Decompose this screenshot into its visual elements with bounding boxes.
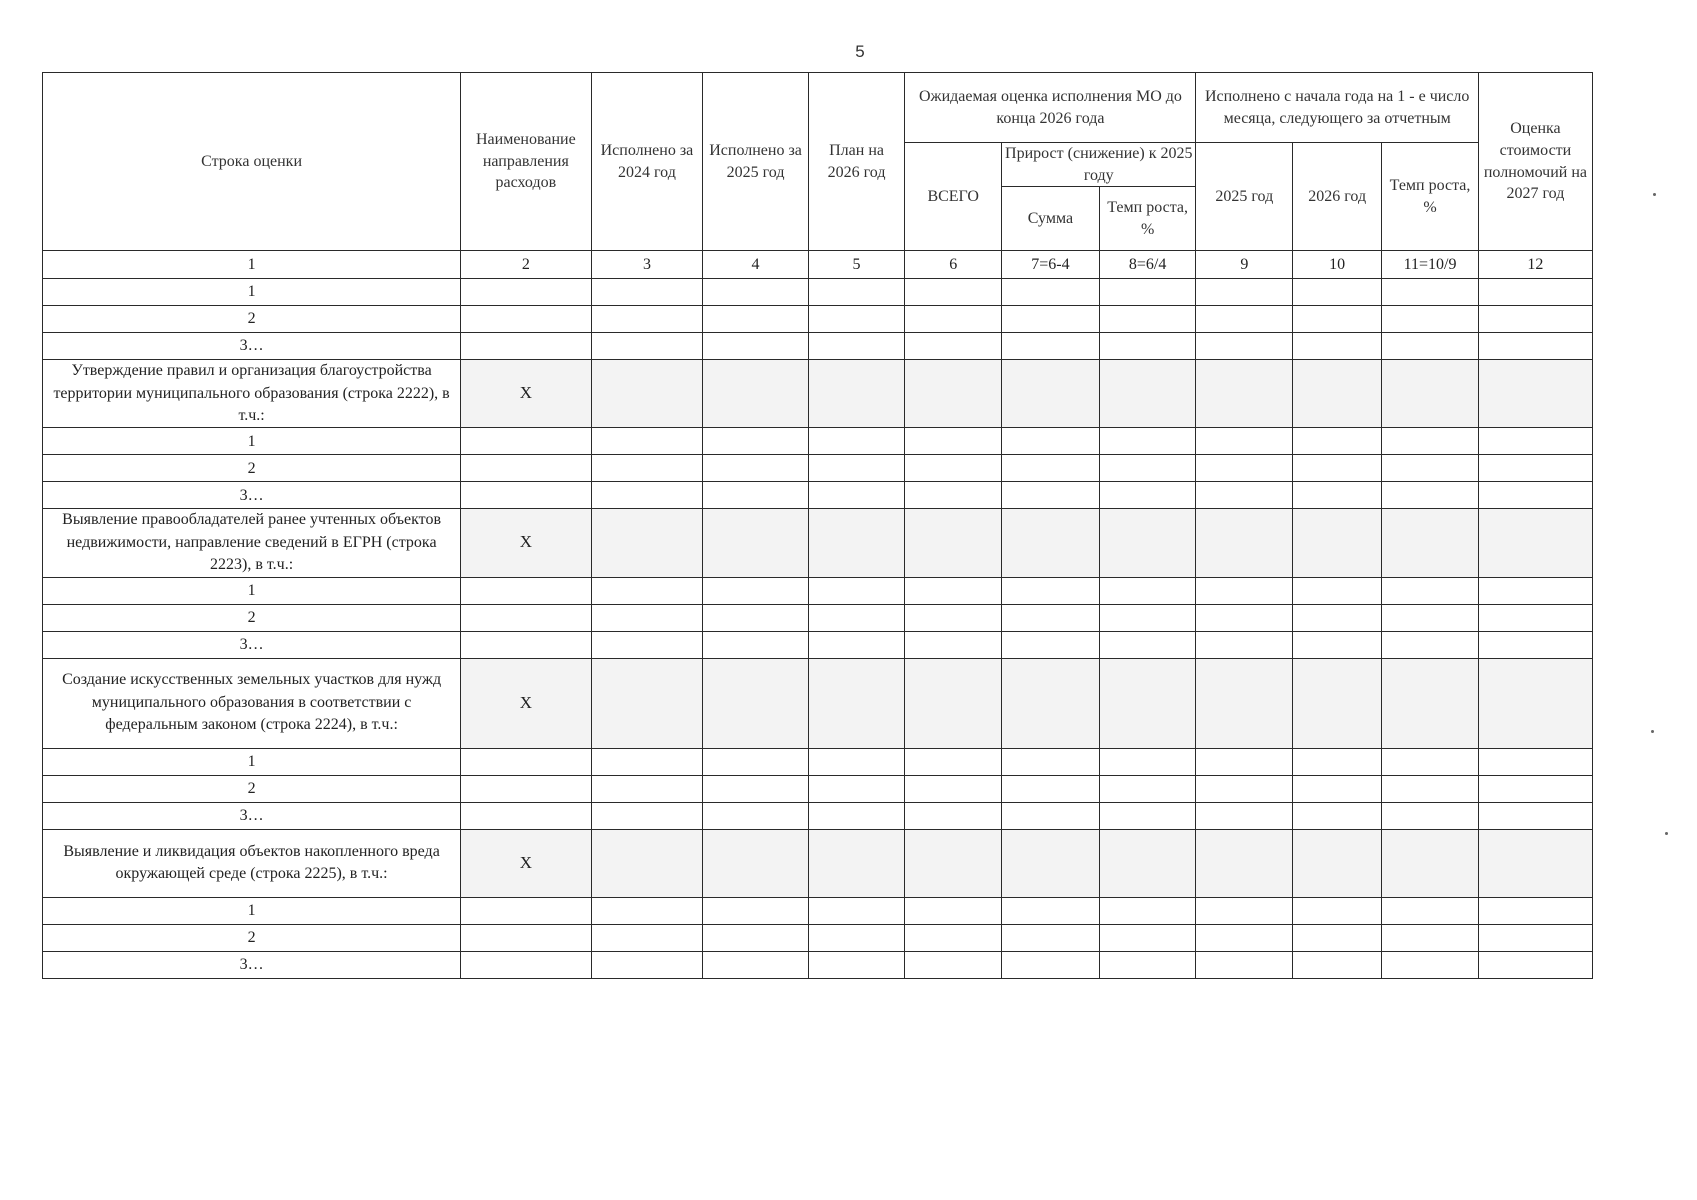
empty-cell: [808, 333, 905, 360]
table-row: [43, 897, 1593, 924]
empty-cell: [591, 631, 703, 658]
empty-cell: [1196, 775, 1293, 802]
table-row: [43, 428, 1593, 455]
empty-cell: [905, 951, 1002, 978]
empty-cell: [1293, 924, 1382, 951]
row-label: 2: [43, 455, 461, 482]
empty-cell: [1002, 658, 1100, 748]
row-label: 3…: [43, 333, 461, 360]
empty-cell: [1002, 631, 1100, 658]
empty-cell: [1099, 924, 1196, 951]
column-number: 9: [1196, 251, 1293, 279]
column-number: 1: [43, 251, 461, 279]
empty-cell: [905, 333, 1002, 360]
row-label: 2: [43, 306, 461, 333]
row-label: 3…: [43, 482, 461, 509]
empty-cell: [591, 482, 703, 509]
empty-cell: [461, 748, 591, 775]
empty-cell: [591, 333, 703, 360]
empty-cell: [461, 631, 591, 658]
table-body: [43, 251, 1593, 978]
table-row: [43, 577, 1593, 604]
empty-cell: [808, 829, 905, 897]
header-rate-b: Темп роста, %: [1382, 143, 1479, 251]
empty-cell: [905, 509, 1002, 577]
empty-cell: [1002, 775, 1100, 802]
empty-cell: [905, 360, 1002, 428]
empty-cell: [1478, 631, 1592, 658]
empty-cell: [808, 577, 905, 604]
empty-cell: [1478, 333, 1592, 360]
scan-speck: [1651, 730, 1654, 733]
empty-cell: [808, 951, 905, 978]
empty-cell: [1099, 775, 1196, 802]
empty-cell: [1099, 482, 1196, 509]
empty-cell: [1382, 631, 1479, 658]
empty-cell: [1099, 829, 1196, 897]
page-number: 5: [855, 42, 865, 61]
empty-cell: [703, 509, 808, 577]
empty-cell: [591, 279, 703, 306]
empty-cell: [808, 604, 905, 631]
empty-cell: [1293, 829, 1382, 897]
empty-cell: [1382, 509, 1479, 577]
section-label: Создание искусственных земельных участков для нужд муниципального образования в соответствии с федеральным законом (строка 2224), в т.ч.:: [43, 658, 461, 748]
empty-cell: [703, 924, 808, 951]
empty-cell: [1099, 951, 1196, 978]
row-label: 1: [43, 897, 461, 924]
column-number-row: [43, 251, 1593, 279]
table-row: [43, 279, 1593, 306]
column-number: 8=6/4: [1099, 251, 1196, 279]
empty-cell: [461, 802, 591, 829]
empty-cell: [703, 428, 808, 455]
empty-cell: [591, 802, 703, 829]
empty-cell: [1196, 951, 1293, 978]
empty-cell: [1293, 428, 1382, 455]
empty-cell: [808, 748, 905, 775]
empty-cell: [1293, 279, 1382, 306]
section-row: [43, 509, 1593, 577]
empty-cell: [1002, 748, 1100, 775]
empty-cell: [703, 306, 808, 333]
empty-cell: [1478, 306, 1592, 333]
empty-cell: [905, 775, 1002, 802]
empty-cell: [1382, 829, 1479, 897]
empty-cell: [1382, 897, 1479, 924]
empty-cell: [703, 897, 808, 924]
empty-cell: [1382, 748, 1479, 775]
empty-cell: [703, 482, 808, 509]
empty-cell: [1099, 306, 1196, 333]
empty-cell: [1478, 748, 1592, 775]
empty-cell: [1293, 333, 1382, 360]
empty-cell: [1196, 631, 1293, 658]
empty-cell: [1478, 951, 1592, 978]
header-total: ВСЕГО: [905, 143, 1002, 251]
empty-cell: [1382, 951, 1479, 978]
report-table: [42, 72, 1593, 979]
empty-cell: [1002, 509, 1100, 577]
table-row: [43, 482, 1593, 509]
empty-cell: [461, 455, 591, 482]
empty-cell: [591, 658, 703, 748]
section-label: Выявление и ликвидация объектов накопленного вреда окружающей среде (строка 2225), в т.ч.:: [43, 829, 461, 897]
empty-cell: [1293, 658, 1382, 748]
header-plan-2026: План на 2026 год: [808, 73, 905, 251]
section-row: [43, 360, 1593, 428]
empty-cell: [1002, 455, 1100, 482]
empty-cell: [703, 829, 808, 897]
empty-cell: [808, 631, 905, 658]
empty-cell: [1478, 658, 1592, 748]
empty-cell: [703, 279, 808, 306]
empty-cell: [808, 802, 905, 829]
header-ytd-2026: 2026 год: [1293, 143, 1382, 251]
empty-cell: [1293, 897, 1382, 924]
empty-cell: [1293, 951, 1382, 978]
empty-cell: [905, 829, 1002, 897]
empty-cell: [461, 333, 591, 360]
section-label: Утверждение правил и организация благоустройства территории муниципального образования (строка 2222), в т.ч.:: [43, 360, 461, 428]
empty-cell: [591, 455, 703, 482]
empty-cell: [1099, 509, 1196, 577]
empty-cell: [1099, 802, 1196, 829]
direction-mark: Х: [461, 360, 591, 428]
row-label: 3…: [43, 802, 461, 829]
empty-cell: [808, 658, 905, 748]
empty-cell: [461, 924, 591, 951]
table-row: [43, 333, 1593, 360]
empty-cell: [905, 802, 1002, 829]
empty-cell: [703, 775, 808, 802]
empty-cell: [703, 658, 808, 748]
empty-cell: [591, 306, 703, 333]
empty-cell: [808, 306, 905, 333]
empty-cell: [808, 924, 905, 951]
empty-cell: [905, 897, 1002, 924]
empty-cell: [591, 775, 703, 802]
empty-cell: [461, 482, 591, 509]
empty-cell: [1196, 897, 1293, 924]
table-row: [43, 802, 1593, 829]
empty-cell: [461, 897, 591, 924]
scan-speck: [1653, 193, 1656, 196]
empty-cell: [703, 577, 808, 604]
empty-cell: [905, 748, 1002, 775]
empty-cell: [905, 279, 1002, 306]
empty-cell: [1099, 748, 1196, 775]
empty-cell: [1002, 306, 1100, 333]
empty-cell: [1002, 577, 1100, 604]
empty-cell: [1382, 577, 1479, 604]
empty-cell: [461, 279, 591, 306]
table-row: [43, 748, 1593, 775]
empty-cell: [1382, 360, 1479, 428]
empty-cell: [905, 306, 1002, 333]
empty-cell: [1478, 360, 1592, 428]
table-row: [43, 604, 1593, 631]
empty-cell: [1382, 802, 1479, 829]
empty-cell: [1002, 951, 1100, 978]
empty-cell: [1293, 360, 1382, 428]
empty-cell: [1196, 428, 1293, 455]
empty-cell: [1099, 658, 1196, 748]
empty-cell: [905, 482, 1002, 509]
empty-cell: [1099, 604, 1196, 631]
header-row-label: Строка оценки: [43, 73, 461, 251]
empty-cell: [1382, 306, 1479, 333]
column-number: 6: [905, 251, 1002, 279]
empty-cell: [1382, 428, 1479, 455]
table-header: [43, 73, 1593, 251]
empty-cell: [1382, 333, 1479, 360]
header-growth-group: Прирост (снижение) к 2025 году: [1002, 143, 1196, 187]
table-row: [43, 455, 1593, 482]
header-sum: Сумма: [1002, 187, 1100, 251]
empty-cell: [703, 631, 808, 658]
empty-cell: [905, 658, 1002, 748]
row-label: 1: [43, 577, 461, 604]
empty-cell: [1099, 897, 1196, 924]
empty-cell: [1196, 333, 1293, 360]
empty-cell: [1478, 482, 1592, 509]
header-rate-a: Темп роста, %: [1099, 187, 1196, 251]
header-direction: Наименование направления расходов: [461, 73, 591, 251]
empty-cell: [591, 509, 703, 577]
empty-cell: [591, 577, 703, 604]
empty-cell: [1099, 428, 1196, 455]
empty-cell: [1099, 455, 1196, 482]
table-row: [43, 951, 1593, 978]
empty-cell: [591, 428, 703, 455]
empty-cell: [1293, 482, 1382, 509]
empty-cell: [703, 360, 808, 428]
empty-cell: [1002, 482, 1100, 509]
empty-cell: [1382, 924, 1479, 951]
empty-cell: [461, 306, 591, 333]
empty-cell: [1196, 658, 1293, 748]
empty-cell: [1002, 924, 1100, 951]
empty-cell: [1099, 577, 1196, 604]
empty-cell: [1478, 455, 1592, 482]
empty-cell: [703, 802, 808, 829]
empty-cell: [1478, 924, 1592, 951]
empty-cell: [808, 455, 905, 482]
row-label: 3…: [43, 631, 461, 658]
empty-cell: [1293, 604, 1382, 631]
empty-cell: [905, 455, 1002, 482]
empty-cell: [591, 604, 703, 631]
empty-cell: [1002, 360, 1100, 428]
empty-cell: [703, 333, 808, 360]
empty-cell: [1196, 577, 1293, 604]
column-number: 12: [1478, 251, 1592, 279]
empty-cell: [461, 775, 591, 802]
header-ytd-2025: 2025 год: [1196, 143, 1293, 251]
empty-cell: [905, 631, 1002, 658]
column-number: 11=10/9: [1382, 251, 1479, 279]
empty-cell: [1382, 482, 1479, 509]
empty-cell: [703, 951, 808, 978]
empty-cell: [461, 428, 591, 455]
empty-cell: [1196, 509, 1293, 577]
empty-cell: [703, 748, 808, 775]
header-expected-group: Ожидаемая оценка исполнения МО до конца 2026 года: [905, 73, 1196, 143]
empty-cell: [591, 829, 703, 897]
section-label: Выявление правообладателей ранее учтенных объектов недвижимости, направление сведений в ЕГРН (строка 2223), в т.ч.:: [43, 509, 461, 577]
direction-mark: Х: [461, 658, 591, 748]
empty-cell: [1293, 775, 1382, 802]
empty-cell: [591, 924, 703, 951]
empty-cell: [1196, 829, 1293, 897]
empty-cell: [1478, 802, 1592, 829]
empty-cell: [461, 577, 591, 604]
table-row: [43, 924, 1593, 951]
empty-cell: [1293, 802, 1382, 829]
section-row: [43, 658, 1593, 748]
empty-cell: [1293, 455, 1382, 482]
empty-cell: [1196, 802, 1293, 829]
row-label: 1: [43, 748, 461, 775]
empty-cell: [461, 951, 591, 978]
empty-cell: [1099, 279, 1196, 306]
empty-cell: [1293, 748, 1382, 775]
empty-cell: [1382, 455, 1479, 482]
empty-cell: [1002, 279, 1100, 306]
direction-mark: Х: [461, 509, 591, 577]
empty-cell: [1478, 428, 1592, 455]
empty-cell: [591, 748, 703, 775]
empty-cell: [461, 604, 591, 631]
empty-cell: [1478, 829, 1592, 897]
direction-mark: Х: [461, 829, 591, 897]
empty-cell: [1002, 829, 1100, 897]
row-label: 2: [43, 775, 461, 802]
row-label: 1: [43, 279, 461, 306]
header-exec-2024: Исполнено за 2024 год: [591, 73, 703, 251]
empty-cell: [591, 897, 703, 924]
empty-cell: [1293, 306, 1382, 333]
empty-cell: [1478, 604, 1592, 631]
empty-cell: [1002, 333, 1100, 360]
empty-cell: [808, 428, 905, 455]
empty-cell: [1196, 748, 1293, 775]
empty-cell: [591, 951, 703, 978]
column-number: 3: [591, 251, 703, 279]
empty-cell: [1478, 897, 1592, 924]
table-row: [43, 631, 1593, 658]
empty-cell: [808, 775, 905, 802]
scan-speck: [1665, 832, 1668, 835]
empty-cell: [1099, 360, 1196, 428]
empty-cell: [1196, 360, 1293, 428]
empty-cell: [1293, 631, 1382, 658]
empty-cell: [1478, 279, 1592, 306]
empty-cell: [1002, 428, 1100, 455]
empty-cell: [905, 924, 1002, 951]
column-number: 10: [1293, 251, 1382, 279]
header-estimate-2027: Оценка стоимости полномочий на 2027 год: [1478, 73, 1592, 251]
empty-cell: [1196, 306, 1293, 333]
empty-cell: [1382, 279, 1479, 306]
row-label: 3…: [43, 951, 461, 978]
row-label: 2: [43, 604, 461, 631]
column-number: 2: [461, 251, 591, 279]
empty-cell: [1002, 802, 1100, 829]
empty-cell: [1002, 604, 1100, 631]
empty-cell: [1478, 509, 1592, 577]
empty-cell: [905, 577, 1002, 604]
empty-cell: [703, 455, 808, 482]
header-ytd-group: Исполнено с начала года на 1 - е число месяца, следующего за отчетным: [1196, 73, 1478, 143]
empty-cell: [591, 360, 703, 428]
empty-cell: [703, 604, 808, 631]
empty-cell: [808, 482, 905, 509]
empty-cell: [808, 509, 905, 577]
empty-cell: [1002, 897, 1100, 924]
empty-cell: [1196, 482, 1293, 509]
column-number: 7=6-4: [1002, 251, 1100, 279]
header-exec-2025: Исполнено за 2025 год: [703, 73, 808, 251]
empty-cell: [905, 604, 1002, 631]
empty-cell: [1196, 924, 1293, 951]
empty-cell: [1196, 279, 1293, 306]
column-number: 4: [703, 251, 808, 279]
column-number: 5: [808, 251, 905, 279]
empty-cell: [808, 279, 905, 306]
empty-cell: [1293, 509, 1382, 577]
empty-cell: [1196, 455, 1293, 482]
empty-cell: [905, 428, 1002, 455]
section-row: [43, 829, 1593, 897]
empty-cell: [808, 360, 905, 428]
empty-cell: [1099, 631, 1196, 658]
row-label: 1: [43, 428, 461, 455]
empty-cell: [1382, 604, 1479, 631]
table-row: [43, 775, 1593, 802]
empty-cell: [1382, 658, 1479, 748]
empty-cell: [1382, 775, 1479, 802]
empty-cell: [1099, 333, 1196, 360]
empty-cell: [1478, 775, 1592, 802]
empty-cell: [1478, 577, 1592, 604]
empty-cell: [808, 897, 905, 924]
empty-cell: [1293, 577, 1382, 604]
table-row: [43, 306, 1593, 333]
empty-cell: [1196, 604, 1293, 631]
row-label: 2: [43, 924, 461, 951]
